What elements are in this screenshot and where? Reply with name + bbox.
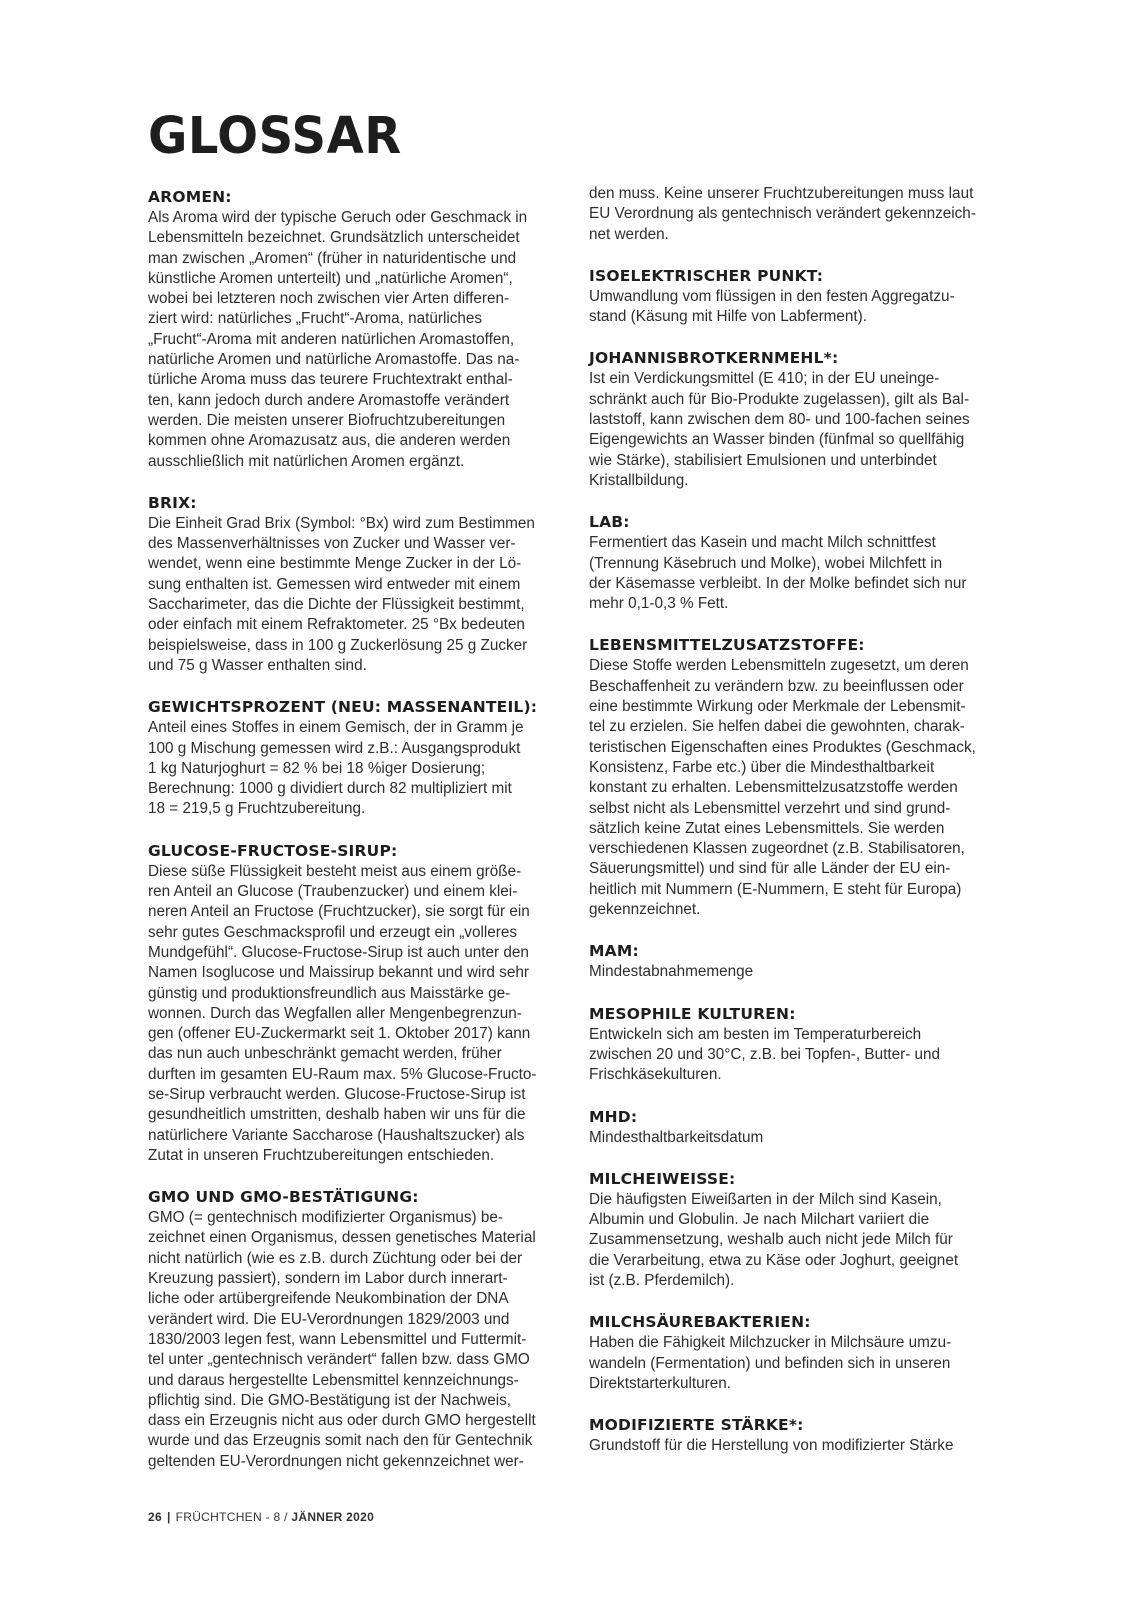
continued-definition: den muss. Keine unserer Fruchtzubereitungen muss laut EU Verordnung als gentechnisch verändert gekennzeich- net werden. (589, 185, 976, 243)
glossary-definition: Ist ein Verdickungsmittel (E 410; in der EU uneinge- schränkt auch für Bio-Produkte zugelassen), gilt als Bal- laststoff, kann zwischen dem 80- und 100-fachen seines Eigengewichts an Wasser binden (fünfmal so quellfähig wie Stärke), stabilisiert Emulsionen und unterbindet Kristallbildung. (589, 370, 970, 489)
glossary-term: JOHANNISBROTKERNMEHL*: (589, 349, 839, 368)
glossary-definition: Die häufigsten Eiweißarten in der Milch sind Kasein, Albumin und Globulin. Je nach Milchart variiert die Zusammensetzung, weshalb auch nicht jede Milch für die Verarbeitung, etwa zu Käse oder Joghurt, geeignet ist (z.B. Pferdemilch). (589, 1190, 959, 1289)
glossary-term: MILCHEIWEISSE: (589, 1169, 736, 1188)
glossary-entry (589, 265, 1001, 328)
glossary-entry (148, 1186, 560, 1472)
right-column (589, 184, 1001, 1476)
publication-name: FRÜCHTCHEN - 8 / (175, 1510, 288, 1524)
glossary-definition: Mindesthaltbarkeitsdatum (589, 1128, 764, 1146)
glossary-entry (589, 347, 1001, 491)
left-column (148, 186, 560, 1492)
glossary-definition: Diese süße Flüssigkeit besteht meist aus einem größe- ren Anteil an Glucose (Traubenzucker) und einem klei- neren Anteil an Fructose (Fruchtzucker), sie sorgt für ein sehr gutes Geschmacksprofil und erzeugt ein „volleres Mundgefühl“. Glucose-Fructose-Sirup ist auch unter den Namen Isoglucose und Maissirup bekannt und wird sehr günstig und produktionsfreundlich aus Maisstärke ge- wonnen. Durch das Wegfallen aller Mengenbegrenzun- gen (offener EU-Zuckermarkt seit 1. Oktober 2017) kann das nun auch unbeschränkt gemacht werden, früher durften im gesamten EU-Raum max. 5% Glucose-Fructo- se-Sirup verbraucht werden. Glucose-Fructose-Sirup ist gesundheitlich umstritten, deshalb haben wir uns für die natürlichere Variante Saccharose (Haushaltszucker) als Zutat in unseren Fruchtzubereitungen entschieden. (148, 862, 537, 1164)
glossary-term: ISOELEKTRISCHER PUNKT: (589, 266, 824, 285)
glossary-term: MAM: (589, 942, 639, 961)
glossary-term: GEWICHTSPROZENT (NEU: MASSENANTEIL): (148, 698, 538, 717)
glossary-term: AROMEN: (148, 188, 232, 206)
glossary-entry (589, 940, 1001, 982)
glossary-term: MHD: (589, 1107, 638, 1126)
glossary-definition: GMO (= gentechnisch modifizierter Organismus) be- zeichnet einen Organismus, dessen genetisches Material nicht natürlich (wie es z.B. durch Züchtung oder bei der Kreuzung passiert), sondern im Labor durch innerart- liche oder artübergreifende Neukombination der DNA verändert wird. Die EU-Verordnungen 1829/2003 und 1830/2003 legen fest, wann Lebensmittel und Futtermit- tel unter „gentechnisch verändert“ fallen bzw. dass GMO und daraus hergestellte Lebensmittel kennzeichnungs- pflichtig sind. Die GMO-Bestätigung ist der Nachweis, dass ein Erzeugnis nicht aus oder durch GMO hergestellt wurde und das Erzeugnis somit nach den für Gentechnik geltenden EU-Verordnungen nicht gekennzeichnet wer- (148, 1209, 536, 1470)
glossary-definition: Mindestabnahmemenge (589, 963, 754, 981)
glossary-entry (148, 840, 560, 1166)
glossary-term: GMO UND GMO-BESTÄTIGUNG: (148, 1188, 419, 1207)
glossary-definition: Haben die Fähigkeit Milchzucker in Milchsäure umzu- wandeln (Fermentation) und befinden sich in unseren Direktstarterkulturen. (589, 1334, 952, 1392)
glossary-entry (148, 696, 560, 819)
glossary-entry (589, 511, 1001, 614)
glossary-entry (589, 1414, 1001, 1456)
glossary-entry (589, 1106, 1001, 1148)
glossary-definition: Diese Stoffe werden Lebensmitteln zugesetzt, um deren Beschaffenheit zu verändern bzw. zu beeinflussen oder eine bestimmte Wirkung oder Merkmale der Lebensmit- tel zu erzielen. Sie helfen dabei die gewohnten, charak- teristischen Eigenschaften eines Produktes (Geschmack, Konsistenz, Farbe etc.) über die Mindesthaltbarkeit konstant zu erhalten. Lebensmittelzusatzstoffe werden selbst nicht als Lebensmittel verzehrt und sind grund- sätzlich keine Zutat eines Lebensmittels. Sie werden verschiedenen Klassen zugeordnet (z.B. Stabilisatoren, Säuerungsmittel) und sind für alle Länder der EU ein- heitlich mit Nummern (E-Nummern, E steht für Europa) gekennzeichnet. (589, 657, 976, 919)
glossary-entry (148, 186, 560, 472)
glossary-entry (589, 1168, 1001, 1291)
page-number: 26 (148, 1510, 162, 1524)
glossary-definition: Entwickeln sich am besten im Temperaturbereich zwischen 20 und 30°C, z.B. bei Topfen-, Butter- und Frischkäsekulturen. (589, 1025, 941, 1084)
glossary-definition: Umwandlung vom flüssigen in den festen Aggregatzu- stand (Käsung mit Hilfe von Labferment). (589, 287, 955, 326)
glossary-term: MODIFIZIERTE STÄRKE*: (589, 1416, 804, 1435)
glossary-entry (148, 492, 560, 676)
page-title: GLOSSAR (148, 106, 402, 166)
glossary-entry (589, 1003, 1001, 1086)
glossary-term: GLUCOSE-FRUCTOSE-SIRUP: (148, 841, 398, 860)
glossary-definition: Als Aroma wird der typische Geruch oder Geschmack in Lebensmitteln bezeichnet. Grundsätzlich unterscheidet man zwischen „Aromen“ (früher in naturidentische und künstliche Aromen unterteilt) und „natürliche Aromen“, wobei bei letzteren noch zwischen vier Arten differen- ziert wird: natürliches „Frucht“-Aroma, natürliches „Frucht“-Aroma mit anderen natürlichen Aromastoffen, natürliche Aromen und natürliche Aromastoffe. Das na- türliche Aroma muss das teurere Fruchtextrakt enthal- ten, kann jedoch durch andere Aromastoffe verändert werden. Die meisten unserer Biofruchtzubereitungen kommen ohne Aromazusatz aus, die anderen werden ausschließlich mit natürlichen Aromen ergänzt. (148, 209, 528, 470)
glossary-definition: Anteil eines Stoffes in einem Gemisch, der in Gramm je 100 g Mischung gemessen wird z.B.: Ausgangsprodukt 1 kg Naturjoghurt = 82 % bei 18 %iger Dosierung; Berechnung: 1000 g dividiert durch 82 multipliziert mit 18 = 219,5 g Fruchtzubereitung. (148, 719, 524, 818)
glossary-definition: Grundstoff für die Herstellung von modifizierter Stärke (589, 1437, 954, 1455)
issue-date: JÄNNER 2020 (291, 1510, 375, 1524)
glossary-entry (589, 634, 1001, 920)
glossary-entry (589, 1311, 1001, 1394)
footer-separator: | (166, 1510, 171, 1524)
glossary-definition: Die Einheit Grad Brix (Symbol: °Bx) wird zum Bestimmen des Massenverhältnisses von Zucker und Wasser ver- wendet, wenn eine bestimmte Menge Zucker in der Lö- sung enthalten ist. Gemessen wird entweder mit einem Saccharimeter, das die Dichte der Flüssigkeit bestimmt, oder einfach mit einem Refraktometer. 25 °Bx bedeuten beispielsweise, dass in 100 g Zuckerlösung 25 g Zucker und 75 g Wasser enthalten sind. (148, 514, 535, 674)
glossary-term: BRIX: (148, 493, 197, 512)
glossary-term: MESOPHILE KULTUREN: (589, 1004, 796, 1023)
glossary-term: LAB: (589, 513, 630, 532)
glossary-term: LEBENSMITTELZUSATZSTOFFE: (589, 636, 865, 655)
page-footer (148, 1510, 374, 1524)
glossary-definition: Fermentiert das Kasein und macht Milch schnittfest (Trennung Käsebruch und Molke), wobei Milchfett in der Käsemasse verbleibt. In der Molke befindet sich nur mehr 0,1-0,3 % Fett. (589, 534, 967, 613)
glossary-term: MILCHSÄUREBAKTERIEN: (589, 1313, 811, 1332)
